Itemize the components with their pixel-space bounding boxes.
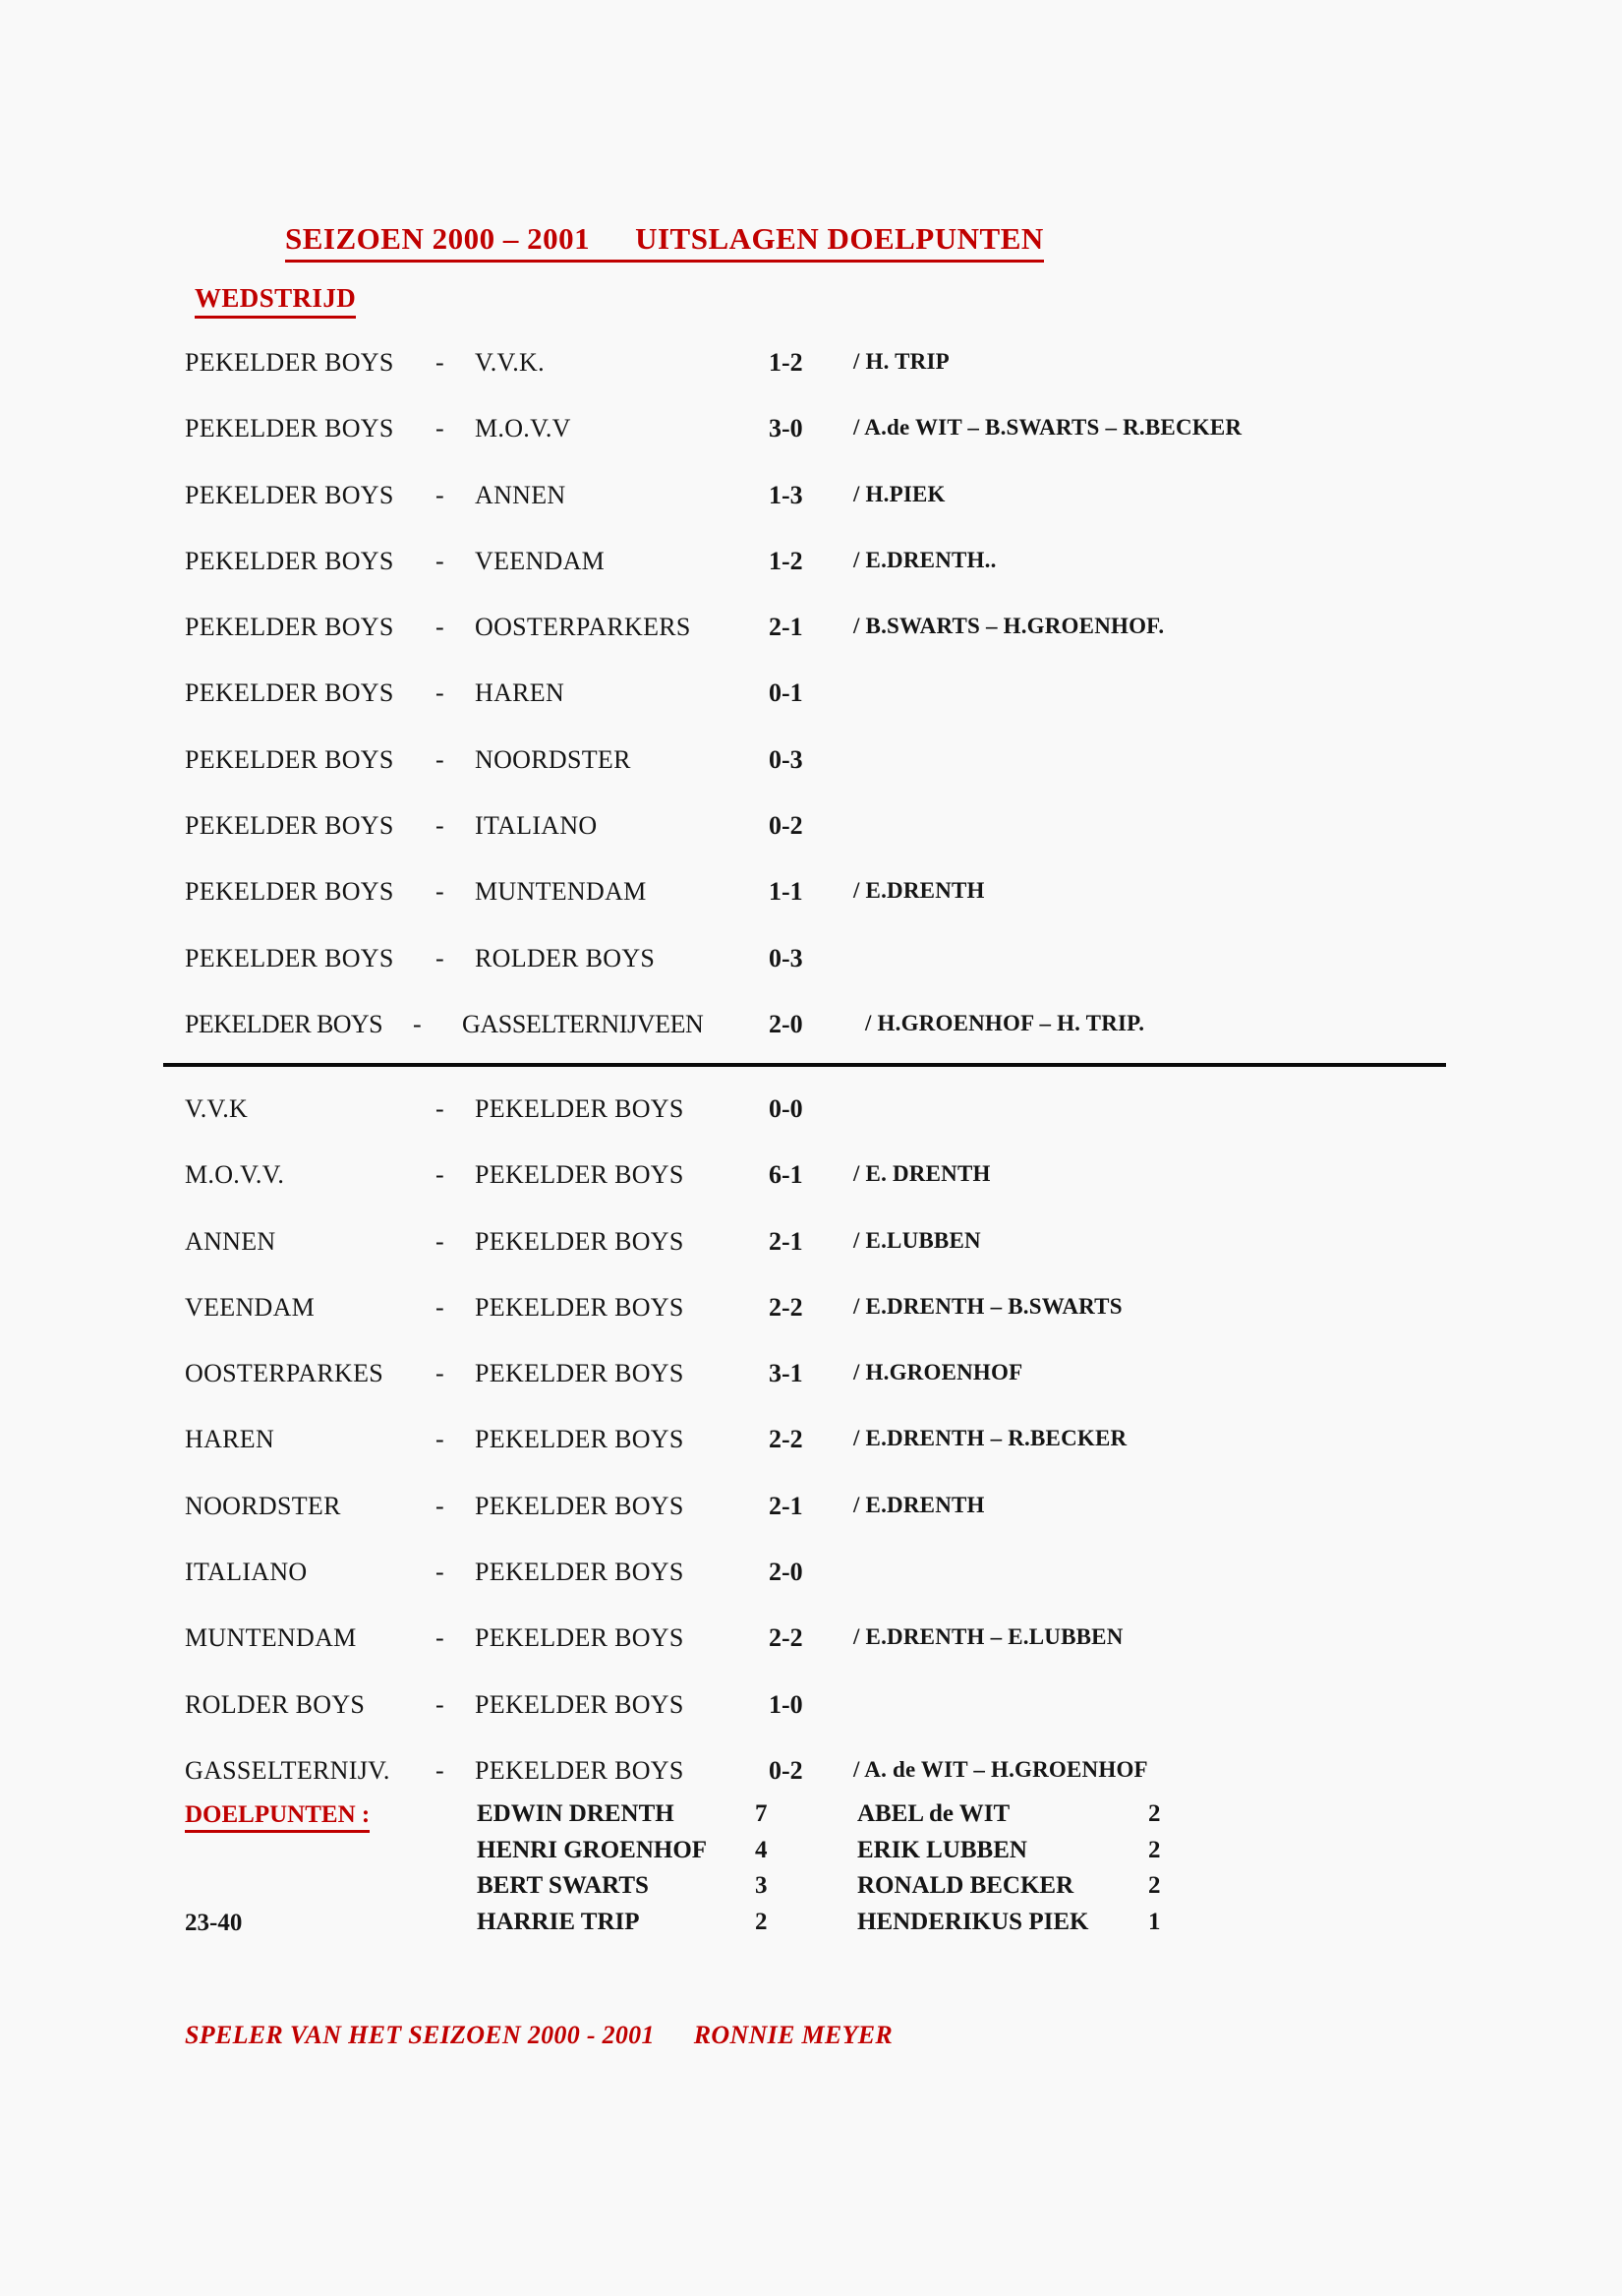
match-row bbox=[0, 1427, 1622, 1493]
match-away-team: PEKELDER BOYS bbox=[475, 1425, 684, 1454]
match-home-team: PEKELDER BOYS bbox=[185, 943, 394, 972]
match-separator: - bbox=[435, 1689, 444, 1719]
match-away-team: GASSELTERNIJVEEN bbox=[462, 1009, 704, 1038]
match-row bbox=[0, 1560, 1622, 1625]
match-row bbox=[0, 416, 1622, 482]
match-row bbox=[0, 1689, 1622, 1758]
match-away-team: HAREN bbox=[475, 678, 565, 708]
match-home-team: ROLDER BOYS bbox=[185, 1689, 366, 1719]
match-home-team: NOORDSTER bbox=[185, 1491, 341, 1520]
match-home-team: M.O.V.V. bbox=[185, 1160, 285, 1190]
match-home-team: PEKELDER BOYS bbox=[185, 678, 394, 708]
match-row bbox=[0, 1096, 1622, 1162]
match-row bbox=[0, 1009, 1622, 1078]
match-home-team: PEKELDER BOYS bbox=[185, 877, 394, 907]
match-row bbox=[0, 1162, 1622, 1228]
match-separator: - bbox=[435, 1558, 444, 1587]
match-row bbox=[0, 1292, 1622, 1361]
document-title-row bbox=[285, 221, 1044, 263]
match-scorers: / E. DRENTH bbox=[853, 1161, 991, 1187]
match-score: 2-1 bbox=[769, 1491, 803, 1520]
match-score: 0-2 bbox=[769, 811, 803, 841]
goal-scorer-count: 2 bbox=[1148, 1872, 1161, 1899]
match-away-team: PEKELDER BOYS bbox=[475, 1755, 684, 1785]
match-scorers: / E.DRENTH – E.LUBBEN bbox=[853, 1624, 1124, 1650]
match-score: 1-2 bbox=[769, 348, 803, 377]
match-row bbox=[0, 813, 1622, 879]
match-row bbox=[0, 680, 1622, 746]
match-score: 0-1 bbox=[769, 678, 803, 708]
match-separator: - bbox=[435, 1226, 444, 1256]
match-score: 2-2 bbox=[769, 1425, 803, 1454]
match-scorers: / E.DRENTH.. bbox=[853, 547, 997, 572]
goal-scorer-count: 2 bbox=[1148, 1800, 1161, 1827]
goals-row bbox=[0, 1801, 1622, 1838]
match-row bbox=[0, 1226, 1622, 1295]
match-score: 3-0 bbox=[769, 414, 803, 443]
match-away-team: ANNEN bbox=[475, 480, 566, 509]
match-score: 0-3 bbox=[769, 943, 803, 972]
match-separator: - bbox=[435, 811, 444, 841]
goal-scorer-count: 4 bbox=[755, 1836, 768, 1863]
match-home-team: MUNTENDAM bbox=[185, 1623, 357, 1653]
match-away-team: PEKELDER BOYS bbox=[475, 1558, 684, 1587]
match-row bbox=[0, 546, 1622, 615]
player-of-the-season-name: RONNIE MEYER bbox=[693, 2021, 894, 2049]
goal-scorer-name: BERT SWARTS bbox=[477, 1872, 649, 1899]
goals-row bbox=[0, 1838, 1622, 1874]
match-home-team: PEKELDER BOYS bbox=[185, 546, 394, 575]
match-scorers: / A. de WIT – H.GROENHOF bbox=[853, 1756, 1148, 1782]
match-away-team: PEKELDER BOYS bbox=[475, 1689, 684, 1719]
match-scorers: / H.GROENHOF – H. TRIP. bbox=[865, 1010, 1145, 1035]
match-separator: - bbox=[435, 348, 444, 377]
match-home-team: PEKELDER BOYS bbox=[185, 811, 394, 841]
match-separator: - bbox=[435, 744, 444, 774]
match-score: 2-1 bbox=[769, 613, 803, 642]
match-home-team: ITALIANO bbox=[185, 1558, 308, 1587]
match-away-team: PEKELDER BOYS bbox=[475, 1292, 684, 1322]
goal-scorer-count: 1 bbox=[1148, 1908, 1161, 1935]
match-row bbox=[0, 1361, 1622, 1427]
match-row bbox=[0, 1625, 1622, 1691]
match-away-team: OOSTERPARKERS bbox=[475, 613, 691, 642]
match-away-team: VEENDAM bbox=[475, 546, 606, 575]
match-row bbox=[0, 615, 1622, 680]
goal-scorer-name: ERIK LUBBEN bbox=[857, 1836, 1027, 1863]
section-divider bbox=[163, 1063, 1446, 1067]
match-separator: - bbox=[435, 877, 444, 907]
match-score: 2-0 bbox=[769, 1558, 803, 1587]
goal-scorer-count: 2 bbox=[1148, 1836, 1161, 1863]
match-score: 3-1 bbox=[769, 1359, 803, 1388]
match-home-team: PEKELDER BOYS bbox=[185, 613, 394, 642]
match-separator: - bbox=[435, 1359, 444, 1388]
title-section: UITSLAGEN DOELPUNTEN bbox=[635, 221, 1044, 256]
goals-table bbox=[0, 1801, 1622, 1945]
goals-row bbox=[0, 1873, 1622, 1910]
match-separator: - bbox=[435, 546, 444, 575]
match-score: 1-0 bbox=[769, 1689, 803, 1719]
match-separator: - bbox=[435, 1292, 444, 1322]
match-scorers: / A.de WIT – B.SWARTS – R.BECKER bbox=[853, 415, 1243, 441]
goal-scorer-count: 7 bbox=[755, 1800, 768, 1827]
match-away-team: M.O.V.V bbox=[475, 414, 571, 443]
match-scorers: / E.DRENTH – R.BECKER bbox=[853, 1426, 1128, 1451]
goal-scorer-count: 2 bbox=[755, 1908, 768, 1935]
match-away-team: PEKELDER BOYS bbox=[475, 1491, 684, 1520]
goal-scorer-count: 3 bbox=[755, 1872, 768, 1899]
match-home-team: HAREN bbox=[185, 1425, 275, 1454]
section-heading-wedstrijd: WEDSTRIJD bbox=[195, 283, 356, 319]
match-score: 1-2 bbox=[769, 546, 803, 575]
match-separator: - bbox=[435, 1491, 444, 1520]
match-away-team: ITALIANO bbox=[475, 811, 598, 841]
match-away-team: ROLDER BOYS bbox=[475, 943, 656, 972]
match-score: 2-1 bbox=[769, 1226, 803, 1256]
player-of-the-season-label: SPELER VAN HET SEIZOEN 2000 - 2001 bbox=[185, 2021, 655, 2049]
match-home-team: PEKELDER BOYS bbox=[185, 744, 394, 774]
goal-scorer-name: HARRIE TRIP bbox=[477, 1908, 640, 1935]
match-separator: - bbox=[435, 678, 444, 708]
goal-scorer-name: ABEL de WIT bbox=[857, 1800, 1011, 1827]
match-separator: - bbox=[435, 414, 444, 443]
match-score: 1-3 bbox=[769, 480, 803, 509]
goals-row bbox=[0, 1910, 1622, 1946]
match-away-team: PEKELDER BOYS bbox=[475, 1094, 684, 1123]
match-scorers: / B.SWARTS – H.GROENHOF. bbox=[853, 614, 1165, 639]
match-away-team: NOORDSTER bbox=[475, 744, 631, 774]
goals-total: 23-40 bbox=[185, 1910, 243, 1936]
match-row bbox=[0, 1491, 1622, 1560]
match-home-team: OOSTERPARKES bbox=[185, 1359, 384, 1388]
match-scorers: / H. TRIP bbox=[853, 349, 950, 374]
goal-scorer-name: HENRI GROENHOF bbox=[477, 1836, 708, 1863]
match-away-team: PEKELDER BOYS bbox=[475, 1160, 684, 1190]
goal-scorer-name: RONALD BECKER bbox=[857, 1872, 1074, 1899]
match-away-team: V.V.K. bbox=[475, 348, 545, 377]
match-home-team: GASSELTERNIJV. bbox=[185, 1755, 390, 1785]
match-separator: - bbox=[435, 1094, 444, 1123]
match-separator: - bbox=[435, 1623, 444, 1653]
match-row bbox=[0, 879, 1622, 945]
player-of-the-season-line bbox=[185, 2021, 893, 2050]
match-score: 2-2 bbox=[769, 1292, 803, 1322]
goal-scorer-name: EDWIN DRENTH bbox=[477, 1800, 674, 1827]
match-scorers: / E.DRENTH bbox=[853, 878, 985, 904]
match-separator: - bbox=[435, 1755, 444, 1785]
match-row bbox=[0, 744, 1622, 813]
match-score: 6-1 bbox=[769, 1160, 803, 1190]
match-scorers: / H.PIEK bbox=[853, 481, 946, 506]
match-row bbox=[0, 350, 1622, 416]
match-home-team: PEKELDER BOYS bbox=[185, 480, 394, 509]
match-scorers: / E.DRENTH – B.SWARTS bbox=[853, 1293, 1123, 1319]
match-away-team: PEKELDER BOYS bbox=[475, 1226, 684, 1256]
match-home-team: V.V.K bbox=[185, 1094, 249, 1123]
match-home-team: PEKELDER BOYS bbox=[185, 348, 394, 377]
title-season: SEIZOEN 2000 – 2001 bbox=[285, 221, 591, 256]
match-row bbox=[0, 943, 1622, 1012]
match-separator: - bbox=[435, 943, 444, 972]
match-score: 2-0 bbox=[769, 1009, 803, 1038]
match-separator: - bbox=[435, 1160, 444, 1190]
match-score: 2-2 bbox=[769, 1623, 803, 1653]
document-subtitle-row bbox=[195, 283, 356, 319]
match-score: 0-2 bbox=[769, 1755, 803, 1785]
match-scorers: / H.GROENHOF bbox=[853, 1360, 1023, 1385]
match-separator: - bbox=[413, 1009, 422, 1038]
match-away-team: MUNTENDAM bbox=[475, 877, 647, 907]
match-separator: - bbox=[435, 480, 444, 509]
match-score: 1-1 bbox=[769, 877, 803, 907]
away-matches-block bbox=[0, 1094, 1622, 1827]
match-score: 0-0 bbox=[769, 1094, 803, 1123]
match-row bbox=[0, 480, 1622, 549]
match-scorers: / E.DRENTH bbox=[853, 1492, 985, 1517]
page-title bbox=[285, 221, 1044, 263]
match-home-team: PEKELDER BOYS bbox=[185, 414, 394, 443]
match-scorers: / E.LUBBEN bbox=[853, 1227, 981, 1253]
match-home-team: VEENDAM bbox=[185, 1292, 316, 1322]
match-away-team: PEKELDER BOYS bbox=[475, 1359, 684, 1388]
match-home-team: PEKELDER BOYS bbox=[185, 1009, 382, 1038]
match-score: 0-3 bbox=[769, 744, 803, 774]
match-home-team: ANNEN bbox=[185, 1226, 276, 1256]
home-matches-block bbox=[0, 350, 1622, 1078]
goals-heading: DOELPUNTEN : bbox=[185, 1801, 370, 1833]
goal-scorer-name: HENDERIKUS PIEK bbox=[857, 1908, 1089, 1935]
match-separator: - bbox=[435, 1425, 444, 1454]
match-separator: - bbox=[435, 613, 444, 642]
match-away-team: PEKELDER BOYS bbox=[475, 1623, 684, 1653]
